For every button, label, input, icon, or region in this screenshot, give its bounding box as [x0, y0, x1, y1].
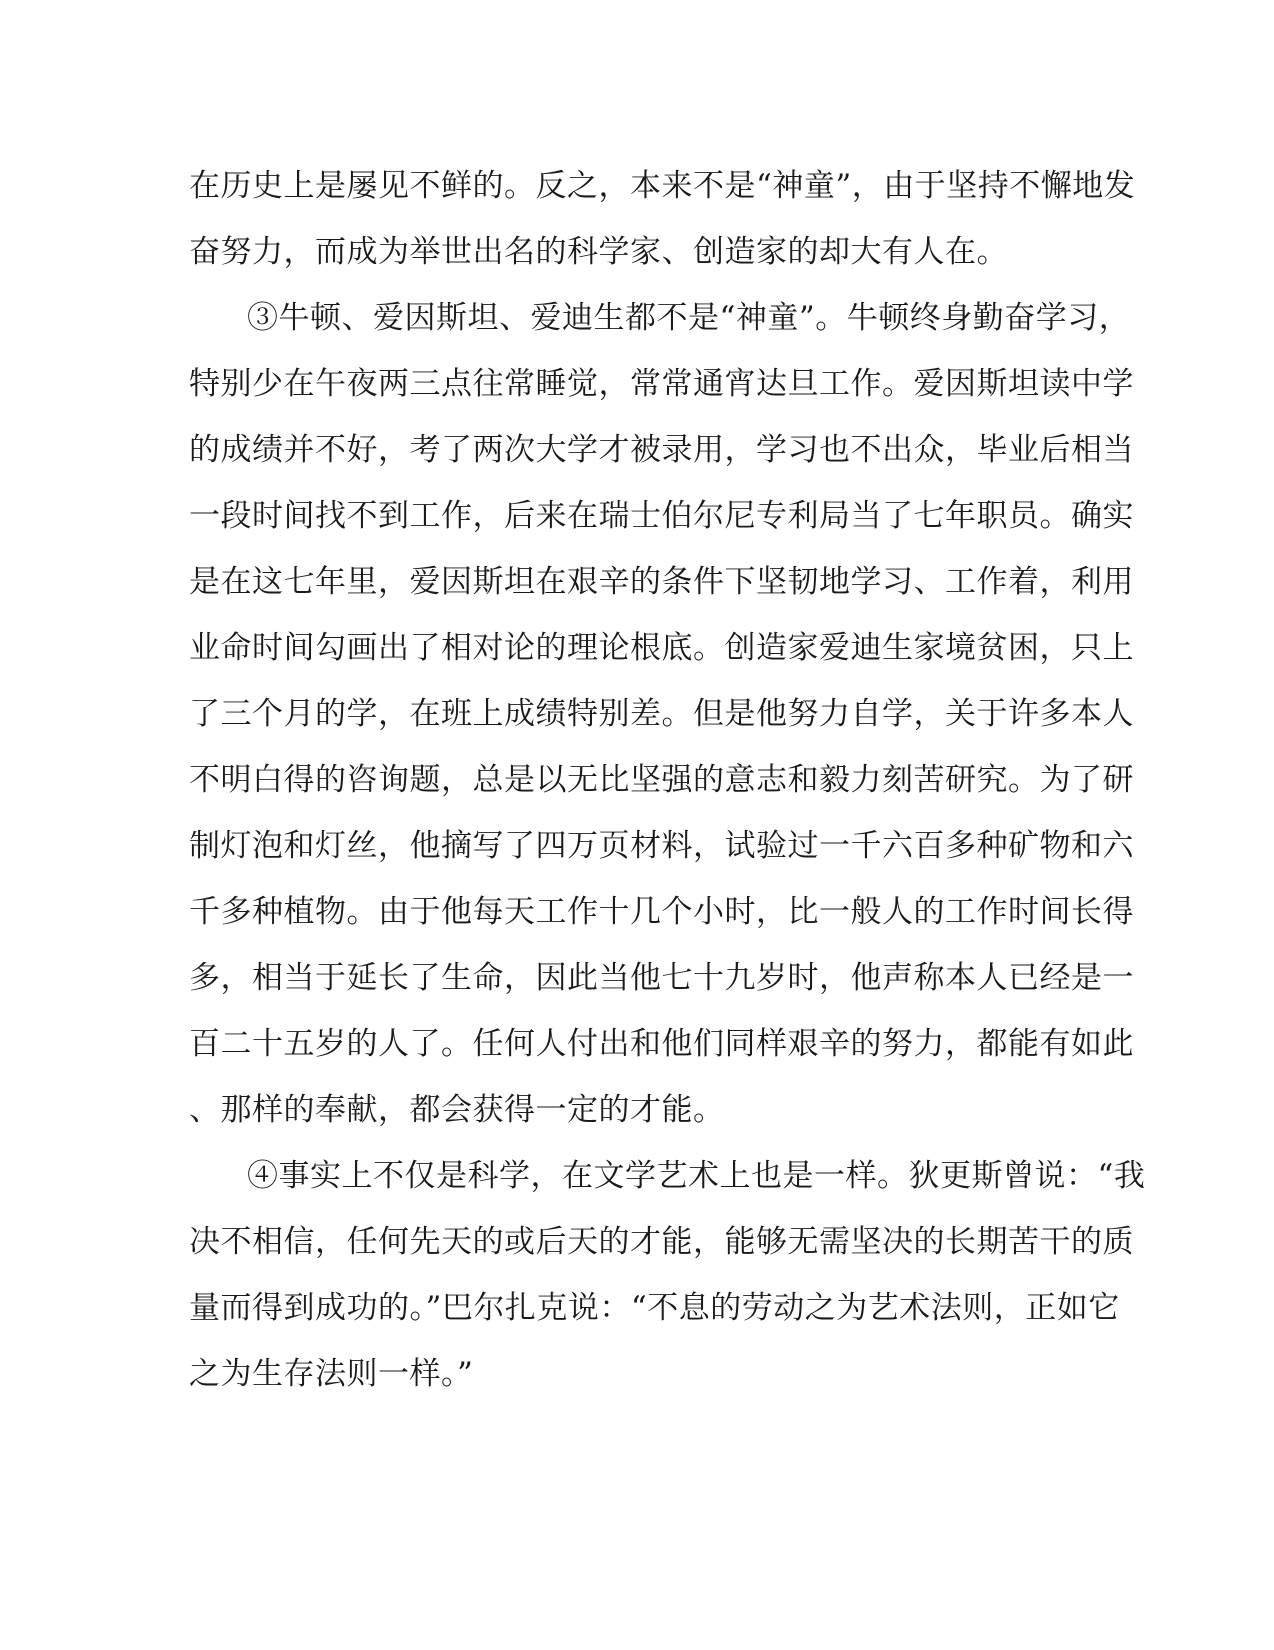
- text-line: 是在这七年里，爱因斯坦在艰辛的条件下坚韧地学习、工作着，利用: [189, 564, 1134, 600]
- text-line: 决不相信，任何先天的或后天的才能，能够无需坚决的长期苦干的质: [189, 1224, 1134, 1260]
- text-line: 不明白得的咨询题，总是以无比坚强的意志和毅力刻苦研究。为了研: [189, 762, 1134, 798]
- text-line: 特别少在午夜两三点往常睡觉，常常通宵达旦工作。爱因斯坦读中学: [189, 366, 1134, 402]
- text-line: 在历史上是屡见不鲜的。反之，本来不是“神童”，由于坚持不懈地发: [189, 168, 1136, 204]
- text-line: 之为生存法则一样。”: [189, 1356, 474, 1392]
- text-line: 千多种植物。由于他每天工作十几个小时，比一般人的工作时间长得: [189, 894, 1134, 930]
- text-line: 业命时间勾画出了相对论的理论根底。创造家爱迪生家境贫困，只上: [189, 630, 1134, 666]
- text-line: 百二十五岁的人了。任何人付出和他们同样艰辛的努力，都能有如此: [189, 1026, 1134, 1062]
- text-line: 、那样的奉献，都会获得一定的才能。: [189, 1092, 725, 1128]
- paragraph-2-continuation: [189, 153, 1136, 285]
- text-line: 奋努力，而成为举世出名的科学家、创造家的却大有人在。: [189, 234, 1008, 270]
- text-line: ④事实上不仅是科学，在文学艺术上也是一样。狄更斯曾说：“我: [247, 1158, 1146, 1194]
- body-text: [189, 153, 1146, 1407]
- text-line: 一段时间找不到工作，后来在瑞士伯尔尼专利局当了七年职员。确实: [189, 498, 1134, 534]
- paragraph-4: [189, 1143, 1146, 1407]
- text-line: 制灯泡和灯丝，他摘写了四万页材料，试验过一千六百多种矿物和六: [189, 828, 1134, 864]
- text-line: ③牛顿、爱因斯坦、爱迪生都不是“神童”。牛顿终身勤奋学习，: [247, 300, 1131, 336]
- text-line: 的成绩并不好，考了两次大学才被录用，学习也不出众，毕业后相当: [189, 432, 1134, 468]
- text-line: 了三个月的学，在班上成绩特别差。但是他努力自学，关于许多本人: [189, 696, 1134, 732]
- text-line: 量而得到成功的。”巴尔扎克说：“不息的劳动之为艺术法则，正如它: [189, 1290, 1120, 1326]
- paragraph-3: [189, 285, 1134, 1143]
- text-line: 多，相当于延长了生命，因此当他七十九岁时，他声称本人已经是一: [189, 960, 1134, 996]
